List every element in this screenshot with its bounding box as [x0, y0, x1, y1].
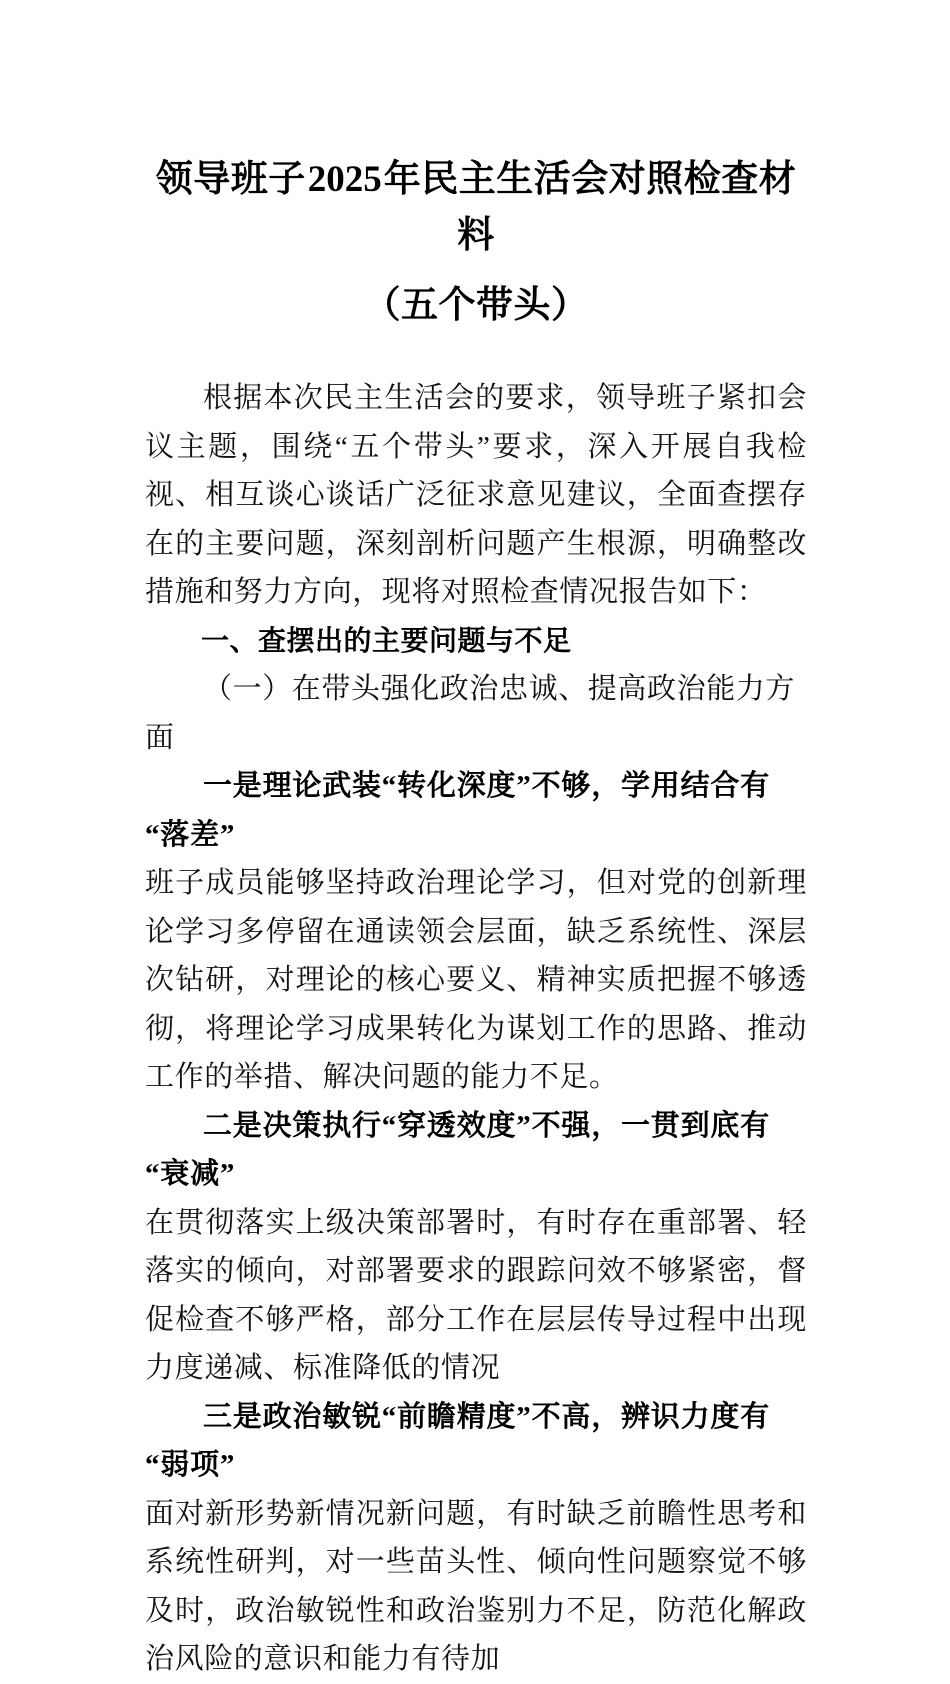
section-heading-1: 一、查摆出的主要问题与不足 [201, 624, 572, 656]
document-title-suffix: 年民主生活会对照检查材料 [383, 159, 797, 256]
document-title-year: 2025 [307, 159, 382, 200]
document-title-prefix: 领导班子 [155, 159, 306, 200]
item-heading-2: 二是决策执行“穿透效度”不强，一贯到底有“衰减” [145, 1109, 771, 1190]
document-subtitle: （五个带头） [363, 285, 589, 326]
item-heading-3: 三是政治敏锐“前瞻精度”不高，辨识力度有“弱项” [145, 1400, 771, 1481]
item-body-2: 在贯彻落实上级决策部署时，有时存在重部署、轻落实的倾向，对部署要求的跟踪问效不够紧密，督促检查不够严格，部分工作在层层传导过程中出现力度递减、标准降低的情况 [145, 1206, 807, 1384]
document-content-column [145, 0, 807, 1684]
item-body-3: 面对新形势新情况新问题，有时缺乏前瞻性思考和系统性研判，对一些苗头性、倾向性问题察觉不够及时，政治敏锐性和政治鉴别力不足，防范化解政治风险的意识和能力有待加 [145, 1497, 807, 1675]
document-title-line1 [145, 0, 807, 264]
item-body-1: 班子成员能够坚持政治理论学习，但对党的创新理论学习多停留在通读领会层面，缺乏系统性、深层次钻研，对理论的核心要义、精神实质把握不够透彻，将理论学习成果转化为谋划工作的思路、推动工作的举措、解决问题的能力不足。 [145, 867, 807, 1093]
item-heading-1: 一是理论武装“转化深度”不够，学用结合有“落差” [145, 770, 771, 851]
document-body [145, 332, 807, 1684]
subsection-heading-1-1: （一）在带头强化政治忠诚、提高政治能力方面 [145, 673, 796, 754]
opening-paragraph: 根据本次民主生活会的要求，领导班子紧扣会议主题，围绕“五个带头”要求，深入开展自我检视、相互谈心谈话广泛征求意见建议，全面查摆存在的主要问题，深刻剖析问题产生根源，明确整改措施和努力方向，现将对照检查情况报告如下： [145, 382, 807, 608]
